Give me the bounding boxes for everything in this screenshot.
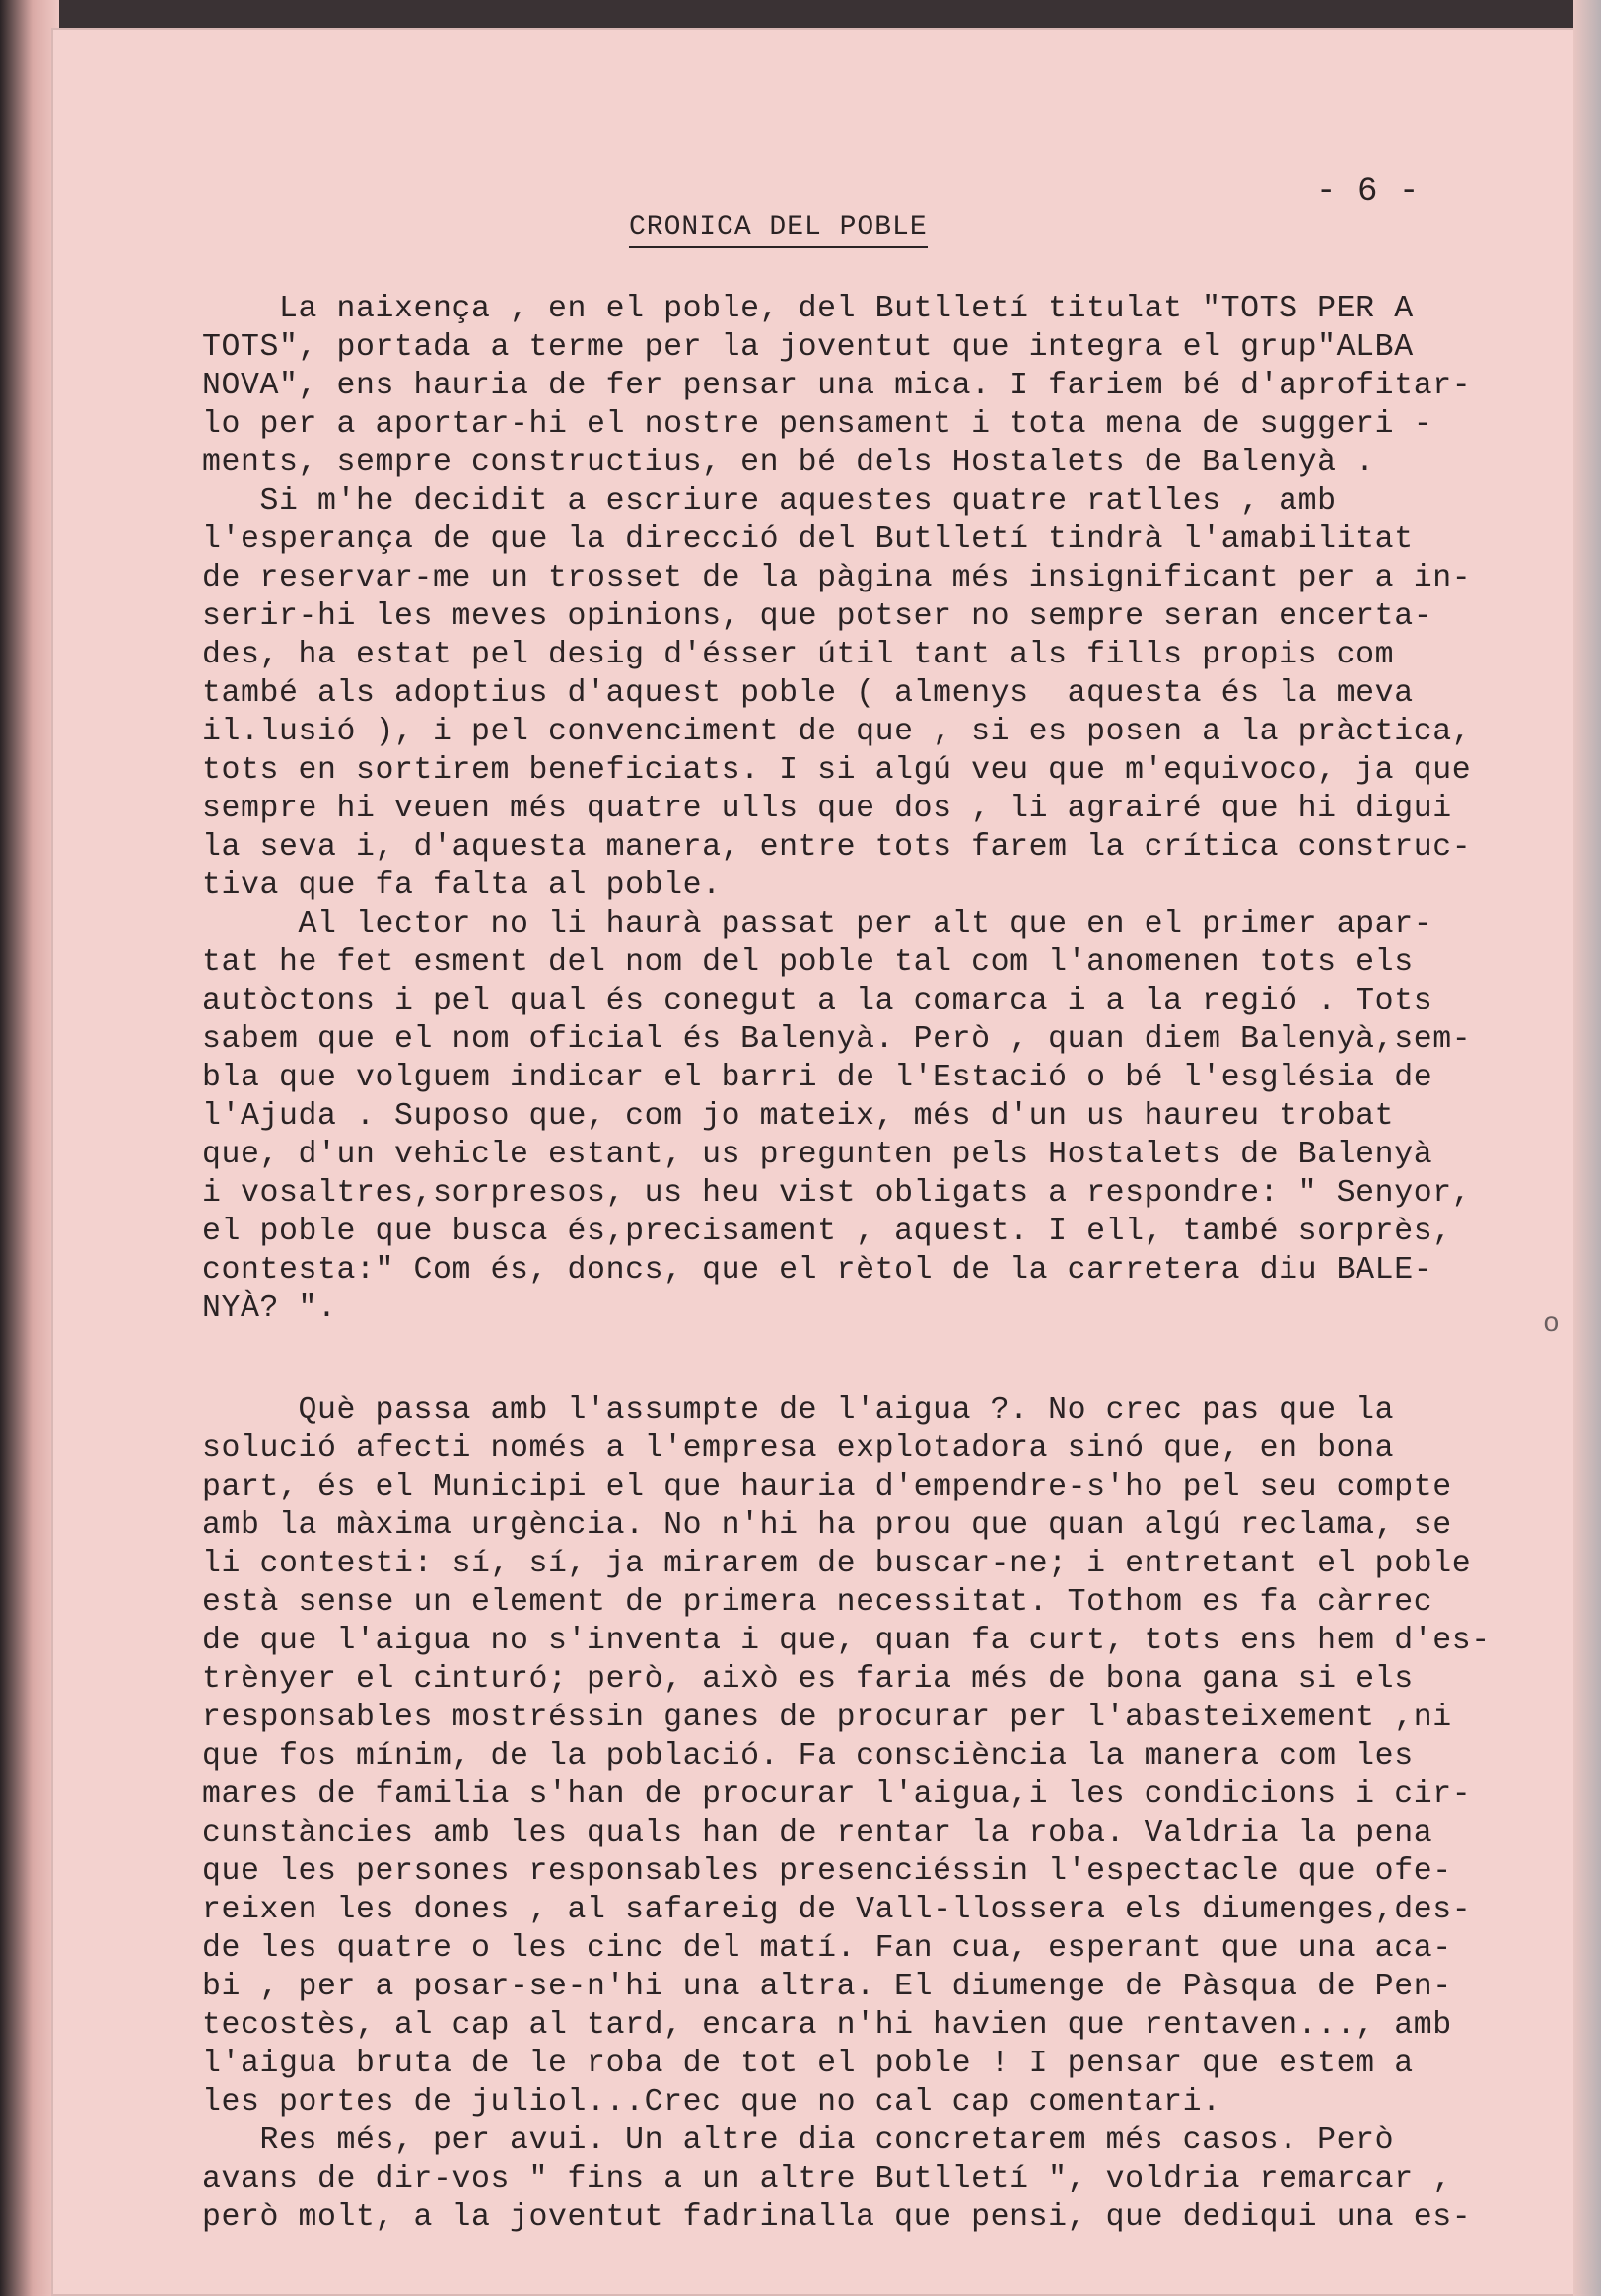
paragraph-block-2 — [202, 1391, 1558, 2237]
text-line: part, és el Municipi el que hauria d'empendre-s'ho pel seu compte — [202, 1470, 1452, 1504]
text-line: ments, sempre constructius, en bé dels Hostalets de Balenyà . — [202, 446, 1375, 480]
text-line: sempre hi veuen més quatre ulls que dos , li agrairé que hi digui — [202, 792, 1452, 826]
text-line: també als adoptius d'aquest poble ( almenys aquesta és la meva — [202, 676, 1414, 711]
text-line: l'Ajuda . Suposo que, com jo mateix, més d'un us haureu trobat — [202, 1099, 1395, 1134]
text-line: trènyer el cinturó; però, això es faria més de bona gana si els — [202, 1662, 1414, 1697]
article-body — [202, 290, 1561, 2237]
text-line: Si m'he decidit a escriure aquestes quatre ratlles , amb — [202, 484, 1337, 519]
text-line: des, ha estat pel desig d'ésser útil tant als fills propis com — [202, 638, 1395, 672]
text-line: La naixença , en el poble, del Butlletí titulat "TOTS PER A — [202, 292, 1414, 326]
text-line: Què passa amb l'assumpte de l'aigua ?. No crec pas que la — [202, 1393, 1395, 1427]
book-spine — [0, 0, 59, 2296]
text-line: tecostès, al cap al tard, encara n'hi havien que rentaven..., amb — [202, 2008, 1452, 2043]
text-line: Al lector no li haurà passat per alt que en el primer apar- — [202, 907, 1433, 941]
text-line: contesta:" Com és, doncs, que el rètol de la carretera diu BALE- — [202, 1253, 1433, 1287]
text-line: il.lusió ), i pel convenciment de que , si es posen a la pràctica, — [202, 715, 1472, 749]
text-line: està sense un element de primera necessitat. Tothom es fa càrrec — [202, 1585, 1433, 1620]
page-number: - 6 - — [1316, 174, 1421, 211]
text-line: però molt, a la joventut fadrinalla que pensi, que dediqui una es- — [202, 2200, 1472, 2235]
text-line: tat he fet esment del nom del poble tal com l'anomenen tots els — [202, 945, 1414, 980]
text-line: avans de dir-vos " fins a un altre Butlletí ", voldria remarcar , — [202, 2162, 1452, 2196]
text-line: les portes de juliol...Crec que no cal cap comentari. — [202, 2085, 1221, 2120]
text-line: amb la màxima urgència. No n'hi ha prou que quan algú reclama, se — [202, 1508, 1452, 1543]
paragraph-block-1 — [202, 290, 1558, 1328]
stray-mark: o — [1543, 1309, 1561, 1340]
text-line: TOTS", portada a terme per la joventut que integra el grup"ALBA — [202, 330, 1414, 365]
text-line: bi , per a posar-se-n'hi una altra. El diumenge de Pàsqua de Pen- — [202, 1970, 1452, 2004]
paragraph-gap — [202, 1328, 1558, 1391]
text-line: responsables mostréssin ganes de procurar per l'abasteixement ,ni — [202, 1701, 1452, 1735]
text-line: que, d'un vehicle estant, us pregunten pels Hostalets de Balenyà — [202, 1138, 1433, 1172]
text-line: NYÀ? ". — [202, 1291, 337, 1326]
page-title: CRONICA DEL POBLE — [629, 211, 928, 248]
text-line: tots en sortirem beneficiats. I si algú veu que m'equivoco, ja que — [202, 753, 1472, 788]
text-line: el poble que busca és,precisament , aquest. I ell, també sorprès, — [202, 1215, 1452, 1249]
text-line: de reservar-me un trosset de la pàgina més insignificant per a in- — [202, 561, 1472, 595]
text-line: li contesti: sí, sí, ja mirarem de buscar-ne; i entretant el poble — [202, 1547, 1472, 1581]
page-edge — [1573, 0, 1601, 2296]
text-line: i vosaltres,sorpresos, us heu vist obligats a respondre: " Senyor, — [202, 1176, 1472, 1211]
text-line: que les persones responsables presenciéssin l'espectacle que ofe- — [202, 1854, 1452, 1889]
text-line: l'aigua bruta de le roba de tot el poble ! I pensar que estem a — [202, 2047, 1414, 2081]
text-line: de les quatre o les cinc del matí. Fan cua, esperant que una aca- — [202, 1931, 1452, 1966]
text-line: NOVA", ens hauria de fer pensar una mica. I fariem bé d'aprofitar- — [202, 369, 1472, 403]
text-line: bla que volguem indicar el barri de l'Estació o bé l'església de — [202, 1061, 1433, 1095]
text-line: lo per a aportar-hi el nostre pensament i tota mena de suggeri - — [202, 407, 1433, 442]
text-line: mares de familia s'han de procurar l'aigua,i les condicions i cir- — [202, 1777, 1472, 1812]
text-line: cunstàncies amb les quals han de rentar la roba. Valdria la pena — [202, 1816, 1433, 1850]
text-line: Res més, per avui. Un altre dia concretarem més casos. Però — [202, 2123, 1395, 2158]
text-line: sabem que el nom oficial és Balenyà. Però , quan diem Balenyà,sem- — [202, 1022, 1472, 1057]
text-line: tiva que fa falta al poble. — [202, 869, 722, 903]
text-line: solució afecti només a l'empresa explotadora sinó que, en bona — [202, 1431, 1395, 1466]
text-line: autòctons i pel qual és conegut a la comarca i a la regió . Tots — [202, 984, 1433, 1018]
text-line: de que l'aigua no s'inventa i que, quan fa curt, tots ens hem d'es- — [202, 1624, 1491, 1658]
text-line: la seva i, d'aquesta manera, entre tots farem la crítica construc- — [202, 830, 1472, 865]
text-line: reixen les dones , al safareig de Vall-llossera els diumenges,des- — [202, 1893, 1472, 1927]
text-line: que fos mínim, de la població. Fa consciència la manera com les — [202, 1739, 1414, 1774]
text-line: l'esperança de que la direcció del Butlletí tindrà l'amabilitat — [202, 522, 1414, 557]
text-line: serir-hi les meves opinions, que potser no sempre seran encerta- — [202, 599, 1433, 634]
